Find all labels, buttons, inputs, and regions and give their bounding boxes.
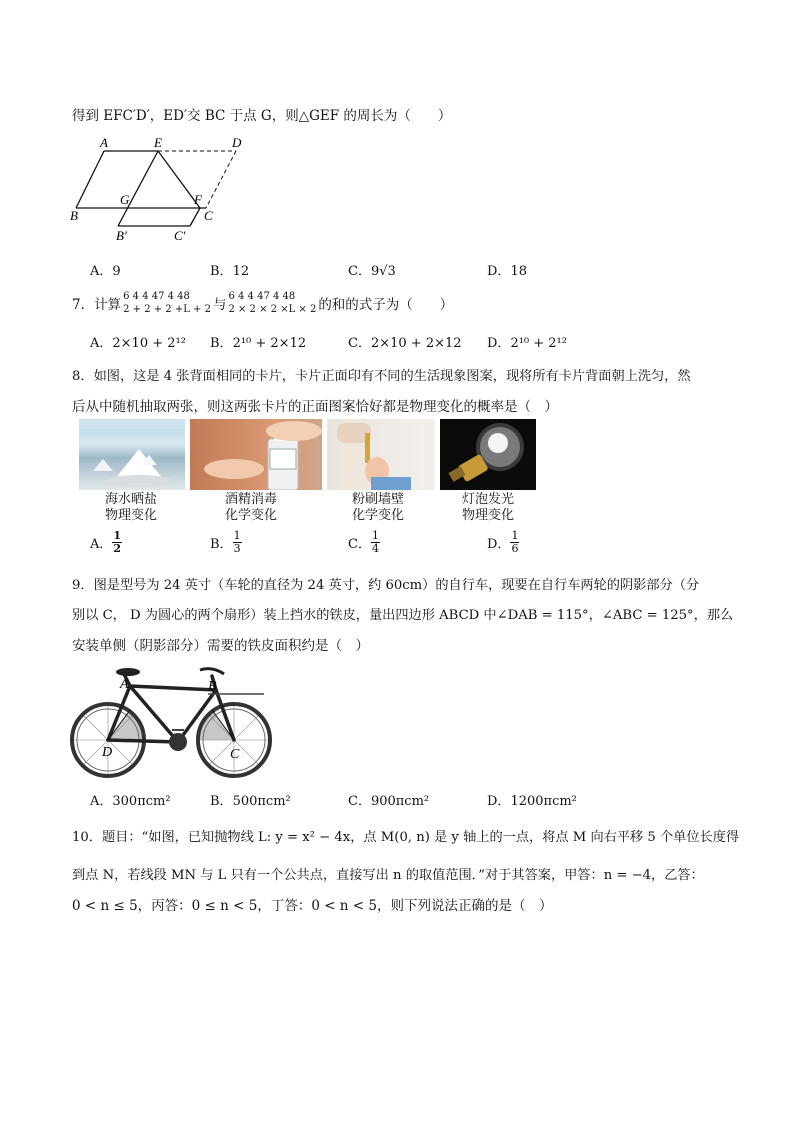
q9-option-a[interactable]: A．300πcm² — [90, 794, 171, 809]
segment-AB — [76, 151, 104, 208]
q7-option-c[interactable]: C．2×10 + 2×12 — [348, 336, 462, 351]
card-bulb-image — [440, 419, 536, 490]
card-salt-image — [79, 419, 185, 490]
label-B-prime: B′ — [116, 228, 127, 243]
crank — [169, 733, 187, 751]
card-alcohol-image — [190, 419, 322, 490]
q9-stem-line2: 别以 C， D 为圆心的两个扇形）装上挡水的铁皮，量出四边形 ABCD 中∠DAB = 115°，∠ABC = 125°，那么 — [72, 608, 734, 623]
label-B: B — [208, 679, 217, 694]
q7-expr2-body: 2 × 2 × 2 ×L × 2 — [228, 304, 317, 315]
q10-stem-line3: 0 < n ≤ 5，丙答：0 ≤ n < 5，丁答：0 < n < 5，则下列说法正确的是（ ） — [72, 898, 553, 914]
q7-expr1-brace: 6 4 4 47 4 48 — [123, 291, 190, 302]
q6-option-a[interactable]: A．9 — [90, 264, 121, 279]
q6-figure — [66, 132, 256, 244]
q7-stem: 7．计算 6 4 4 47 4 48 2 + 2 + 2 +L + 2 与 6 4 4 47 4 48 2 × 2 × 2 ×L × 2 的和的式子为（ ） — [72, 291, 454, 315]
label-B: B — [70, 208, 78, 223]
label-C: C — [230, 747, 240, 762]
label-A: A — [120, 677, 129, 692]
q7-option-d[interactable]: D．2¹⁰ + 2¹² — [487, 336, 567, 351]
label-C: C — [204, 208, 213, 223]
q8-option-b[interactable]: B． $\frac{1}{3}$ — [210, 529, 241, 555]
q8-option-a[interactable]: A． $\frac{1}{2}$ — [90, 529, 122, 555]
q8-option-c[interactable]: C． $\frac{1}{4}$ — [348, 529, 379, 555]
label-C-prime: C′ — [174, 228, 186, 243]
q8-stem-line1: 8．如图，这是 4 张背面相同的卡片，卡片正面印有不同的生活现象图案，现将所有卡片背面朝上洗匀，然 — [72, 369, 691, 384]
q8-option-d[interactable]: D． $\frac{1}{6}$ — [487, 529, 519, 555]
label-F: F — [194, 192, 202, 207]
q9-option-d[interactable]: D．1200πcm² — [487, 794, 577, 809]
q6-option-c[interactable]: C．9√3 — [348, 264, 396, 279]
q9-option-b[interactable]: B．500πcm² — [210, 794, 291, 809]
q10-stem-line1: 10．题目：“如图，已知抛物线 L: y = x² − 4x，点 M(0, n) 是 y 轴上的一点，将点 M 向右平移 5 个单位长度得 — [72, 830, 740, 845]
card-caption-painting: 粉刷墙壁 化学变化 — [351, 492, 404, 523]
label-D: D — [232, 135, 242, 150]
q6-option-d[interactable]: D．18 — [487, 264, 527, 279]
q6-stem: 得到 EFC′D′，ED′交 BC 于点 G，则△GEF 的周长为（ ） — [72, 108, 452, 124]
card-caption-bulb: 灯泡发光 物理变化 — [461, 492, 514, 523]
q7-option-b[interactable]: B．2¹⁰ + 2×12 — [210, 336, 307, 351]
q9-bicycle-figure — [68, 660, 282, 780]
label-E: E — [154, 135, 162, 150]
card-caption-alcohol: 酒精消毒 化学变化 — [224, 492, 277, 523]
q10-stem-line2: 到点 N，若线段 MN 与 L 只有一个公共点，直接写出 n 的取值范围．”对于其答案，甲答：n = −4，乙答： — [72, 868, 704, 883]
q8-stem-line2: 后从中随机抽取两张，则这两张卡片的正面图案恰好都是物理变化的概率是（ ） — [72, 399, 558, 415]
label-A: A — [100, 135, 108, 150]
q6-option-b[interactable]: B．12 — [210, 264, 250, 279]
q7-expr1-body: 2 + 2 + 2 +L + 2 — [123, 304, 211, 315]
q9-stem-line3: 安装单侧（阴影部分）需要的铁皮面积约是（ ） — [72, 638, 369, 654]
q9-stem-line1: 9．图是型号为 24 英寸（车轮的直径为 24 英寸，约 60cm）的自行车，现要在自行车两轮的阴影部分（分 — [72, 578, 700, 593]
segment-DC — [206, 151, 236, 208]
q7-option-a[interactable]: A．2×10 + 2¹² — [90, 336, 186, 351]
q7-expr2-brace: 6 4 4 47 4 48 — [228, 291, 296, 302]
label-D: D — [102, 745, 113, 760]
card-caption-salt: 海水晒盐 物理变化 — [104, 492, 157, 523]
segment-EB-prime — [118, 151, 158, 226]
card-painting-image — [327, 419, 435, 490]
q9-option-c[interactable]: C．900πcm² — [348, 794, 430, 809]
segment-F-Cprime — [190, 208, 200, 226]
label-G: G — [120, 192, 130, 207]
